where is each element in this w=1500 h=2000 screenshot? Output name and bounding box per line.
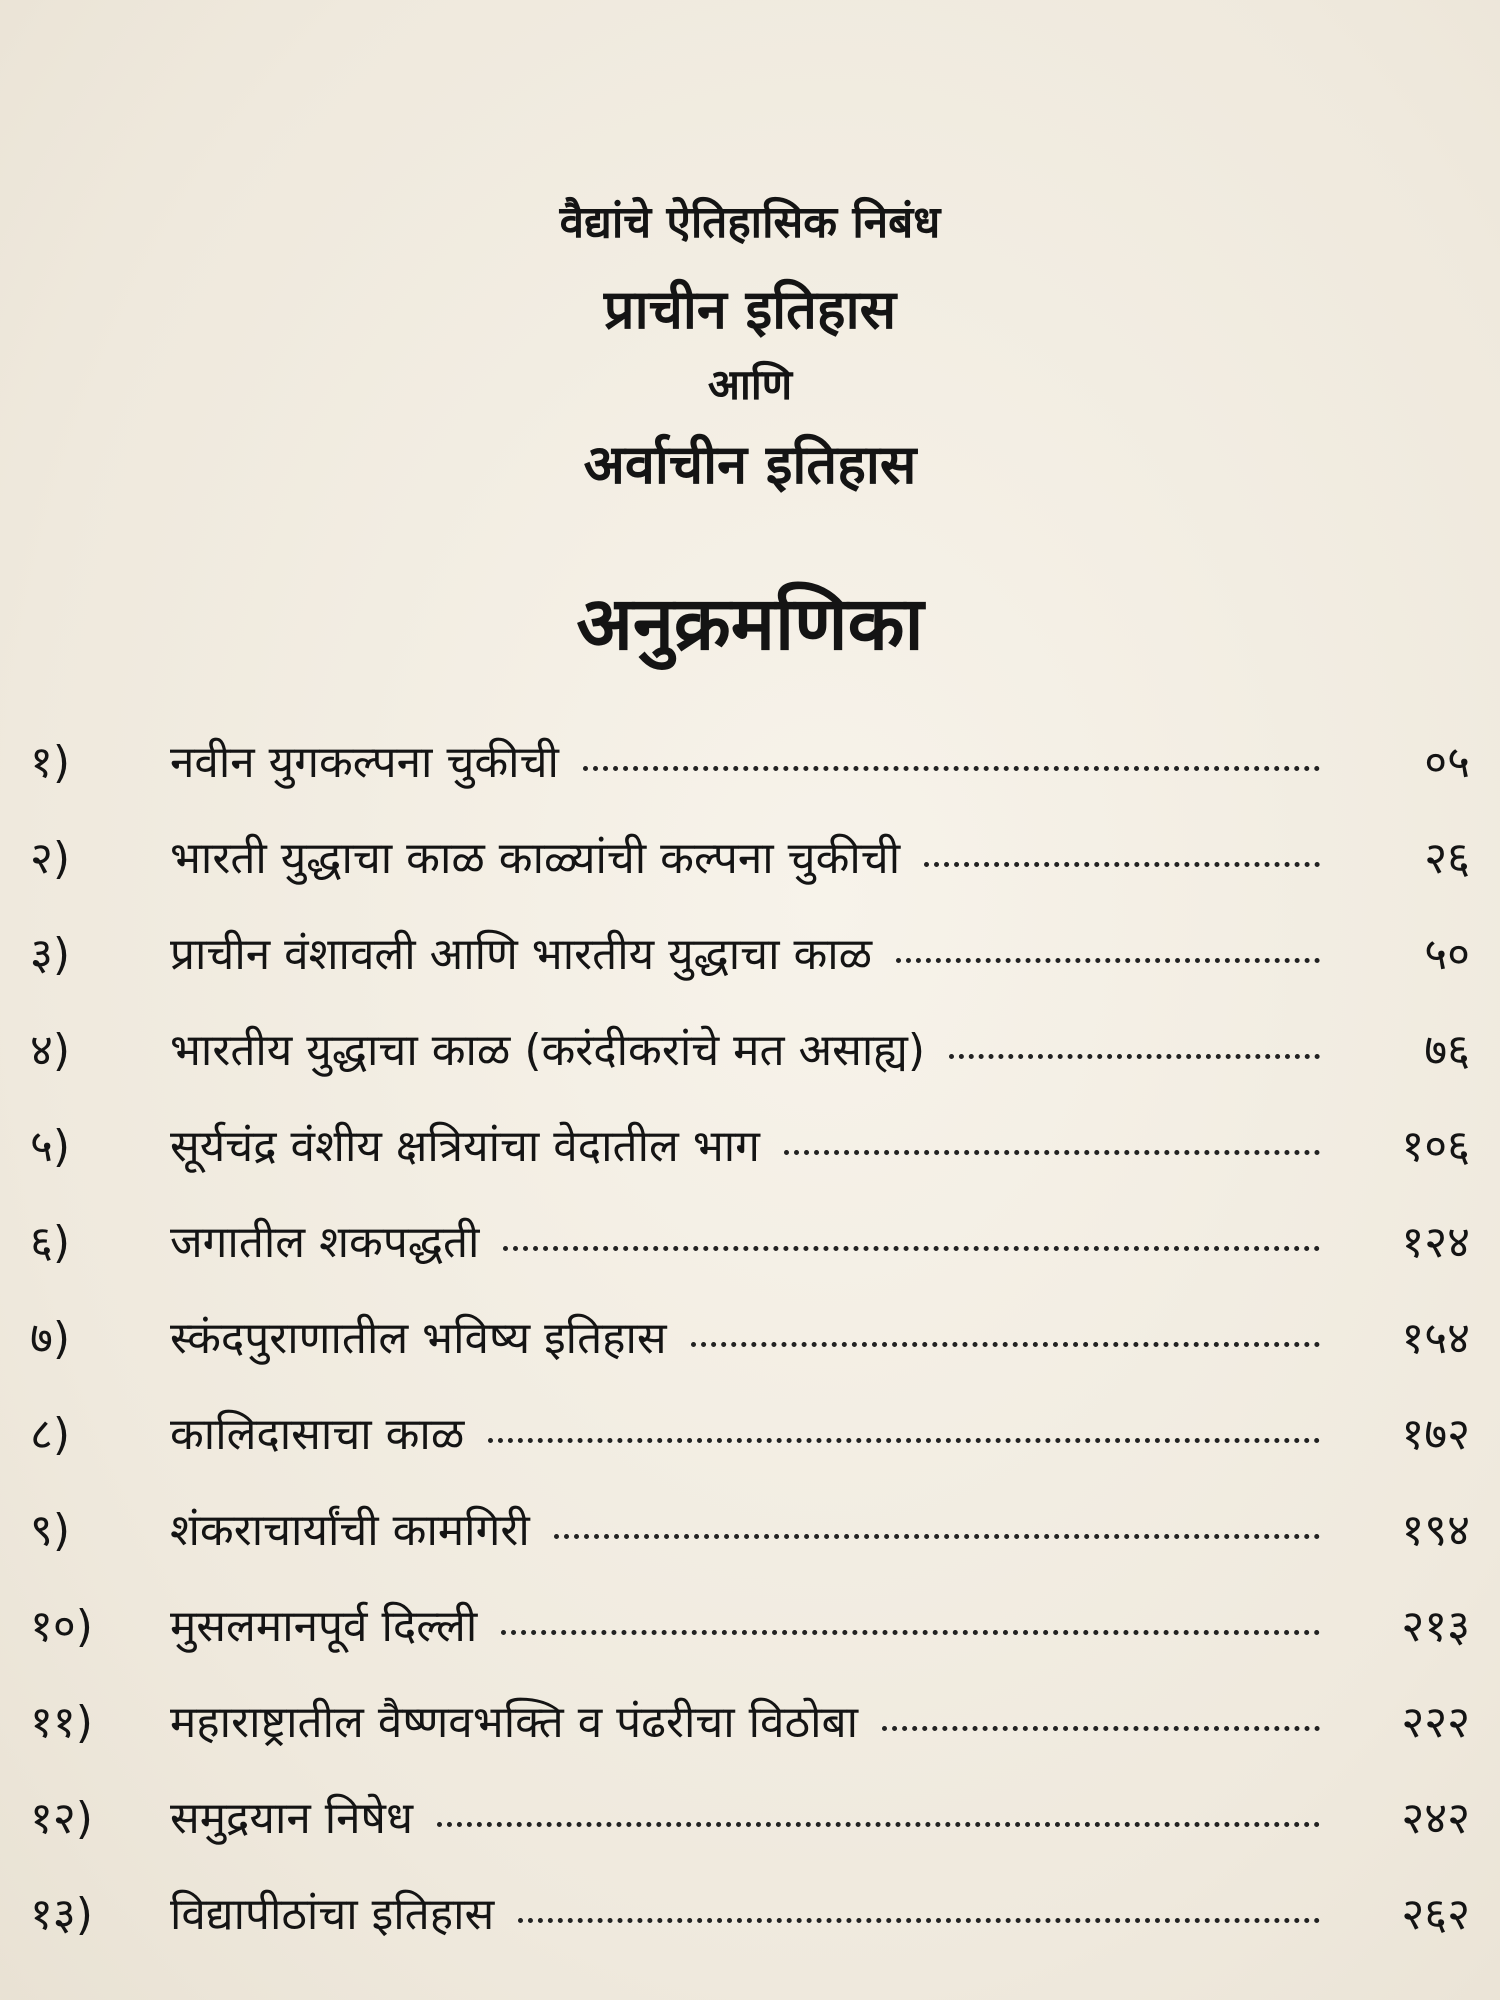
- book-title-ancient: प्राचीन इतिहास: [603, 278, 897, 341]
- toc-entry: [30, 1210, 1470, 1306]
- entry-title: कालिदासाचा काळ: [170, 1409, 465, 1460]
- entry-number: ५): [30, 1121, 71, 1172]
- toc-entry: [30, 1018, 1470, 1114]
- dot-leader: [691, 1342, 1320, 1347]
- title-conjunction: आणि: [707, 360, 793, 409]
- entry-page-number: ५०: [1424, 929, 1470, 980]
- toc-entry: [30, 1690, 1470, 1786]
- entry-number: १०): [30, 1601, 93, 1652]
- toc-entry: [30, 1498, 1470, 1594]
- toc-entry: [30, 1306, 1470, 1402]
- entry-title: समुद्रयान निषेध: [170, 1793, 414, 1844]
- entry-title: शंकराचार्यांची कामगिरी: [170, 1505, 530, 1556]
- entry-number: १३): [30, 1889, 93, 1940]
- entry-title: सूर्यचंद्र वंशीय क्षत्रियांचा वेदातील भाग: [170, 1121, 760, 1172]
- entry-page-number: २२२: [1401, 1697, 1470, 1748]
- dot-leader: [437, 1822, 1320, 1827]
- entry-number: ७): [30, 1313, 71, 1364]
- toc-entry: [30, 1594, 1470, 1690]
- toc-entry: [30, 1402, 1470, 1498]
- entry-title: जगातील शकपद्धती: [170, 1217, 480, 1268]
- entry-number: ४): [30, 1025, 71, 1076]
- entry-title: प्राचीन वंशावली आणि भारतीय युद्धाचा काळ: [170, 929, 873, 980]
- entry-number: १): [30, 737, 71, 788]
- entry-number: २): [30, 833, 71, 884]
- toc-entry: [30, 826, 1470, 922]
- entry-page-number: १५४: [1401, 1313, 1470, 1364]
- entry-number: ३): [30, 929, 71, 980]
- entry-title: स्कंदपुराणातील भविष्य इतिहास: [170, 1313, 667, 1364]
- table-of-contents: [30, 730, 1470, 1978]
- entry-page-number: १०६: [1401, 1121, 1470, 1172]
- entry-title: महाराष्ट्रातील वैष्णवभक्ति व पंढरीचा विठोबा: [170, 1697, 859, 1748]
- entry-number: १२): [30, 1793, 93, 1844]
- entry-page-number: २६: [1424, 833, 1470, 884]
- dot-leader: [518, 1918, 1320, 1923]
- entry-title: भारती युद्धाचा काळ काळ्यांची कल्पना चुकीची: [170, 833, 901, 884]
- entry-title: मुसलमानपूर्व दिल्ली: [170, 1601, 478, 1652]
- entry-page-number: २१३: [1401, 1601, 1470, 1652]
- entry-page-number: २४२: [1401, 1793, 1470, 1844]
- entry-title: नवीन युगकल्पना चुकीची: [170, 737, 559, 788]
- dot-leader: [503, 1246, 1320, 1251]
- entry-page-number: १९४: [1401, 1505, 1470, 1556]
- dot-leader: [784, 1150, 1320, 1155]
- dot-leader: [896, 958, 1320, 963]
- entry-page-number: १२४: [1401, 1217, 1470, 1268]
- entry-page-number: ०५: [1424, 737, 1470, 788]
- entry-number: ८): [30, 1409, 71, 1460]
- dot-leader: [488, 1438, 1320, 1443]
- toc-entry: [30, 1882, 1470, 1978]
- dot-leader: [554, 1534, 1320, 1539]
- dot-leader: [583, 766, 1320, 771]
- book-title-modern: अर्वाचीन इतिहास: [583, 433, 917, 496]
- entry-title: विद्यापीठांचा इतिहास: [170, 1889, 495, 1940]
- series-title: वैद्यांचे ऐतिहासिक निबंध: [559, 197, 941, 248]
- entry-title: भारतीय युद्धाचा काळ (करंदीकरांचे मत असाह्य): [170, 1025, 926, 1076]
- dot-leader: [501, 1630, 1320, 1635]
- entry-page-number: ७६: [1424, 1025, 1470, 1076]
- toc-entry: [30, 922, 1470, 1018]
- toc-entry: [30, 730, 1470, 826]
- entry-page-number: २६२: [1401, 1889, 1470, 1940]
- dot-leader: [949, 1054, 1320, 1059]
- dot-leader: [924, 862, 1320, 867]
- entry-number: ११): [30, 1697, 93, 1748]
- entry-number: ६): [30, 1217, 71, 1268]
- toc-entry: [30, 1786, 1470, 1882]
- contents-heading: अनुक्रमणिका: [576, 581, 924, 667]
- entry-page-number: १७२: [1401, 1409, 1470, 1460]
- entry-number: ९): [30, 1505, 71, 1556]
- dot-leader: [882, 1726, 1320, 1731]
- toc-entry: [30, 1114, 1470, 1210]
